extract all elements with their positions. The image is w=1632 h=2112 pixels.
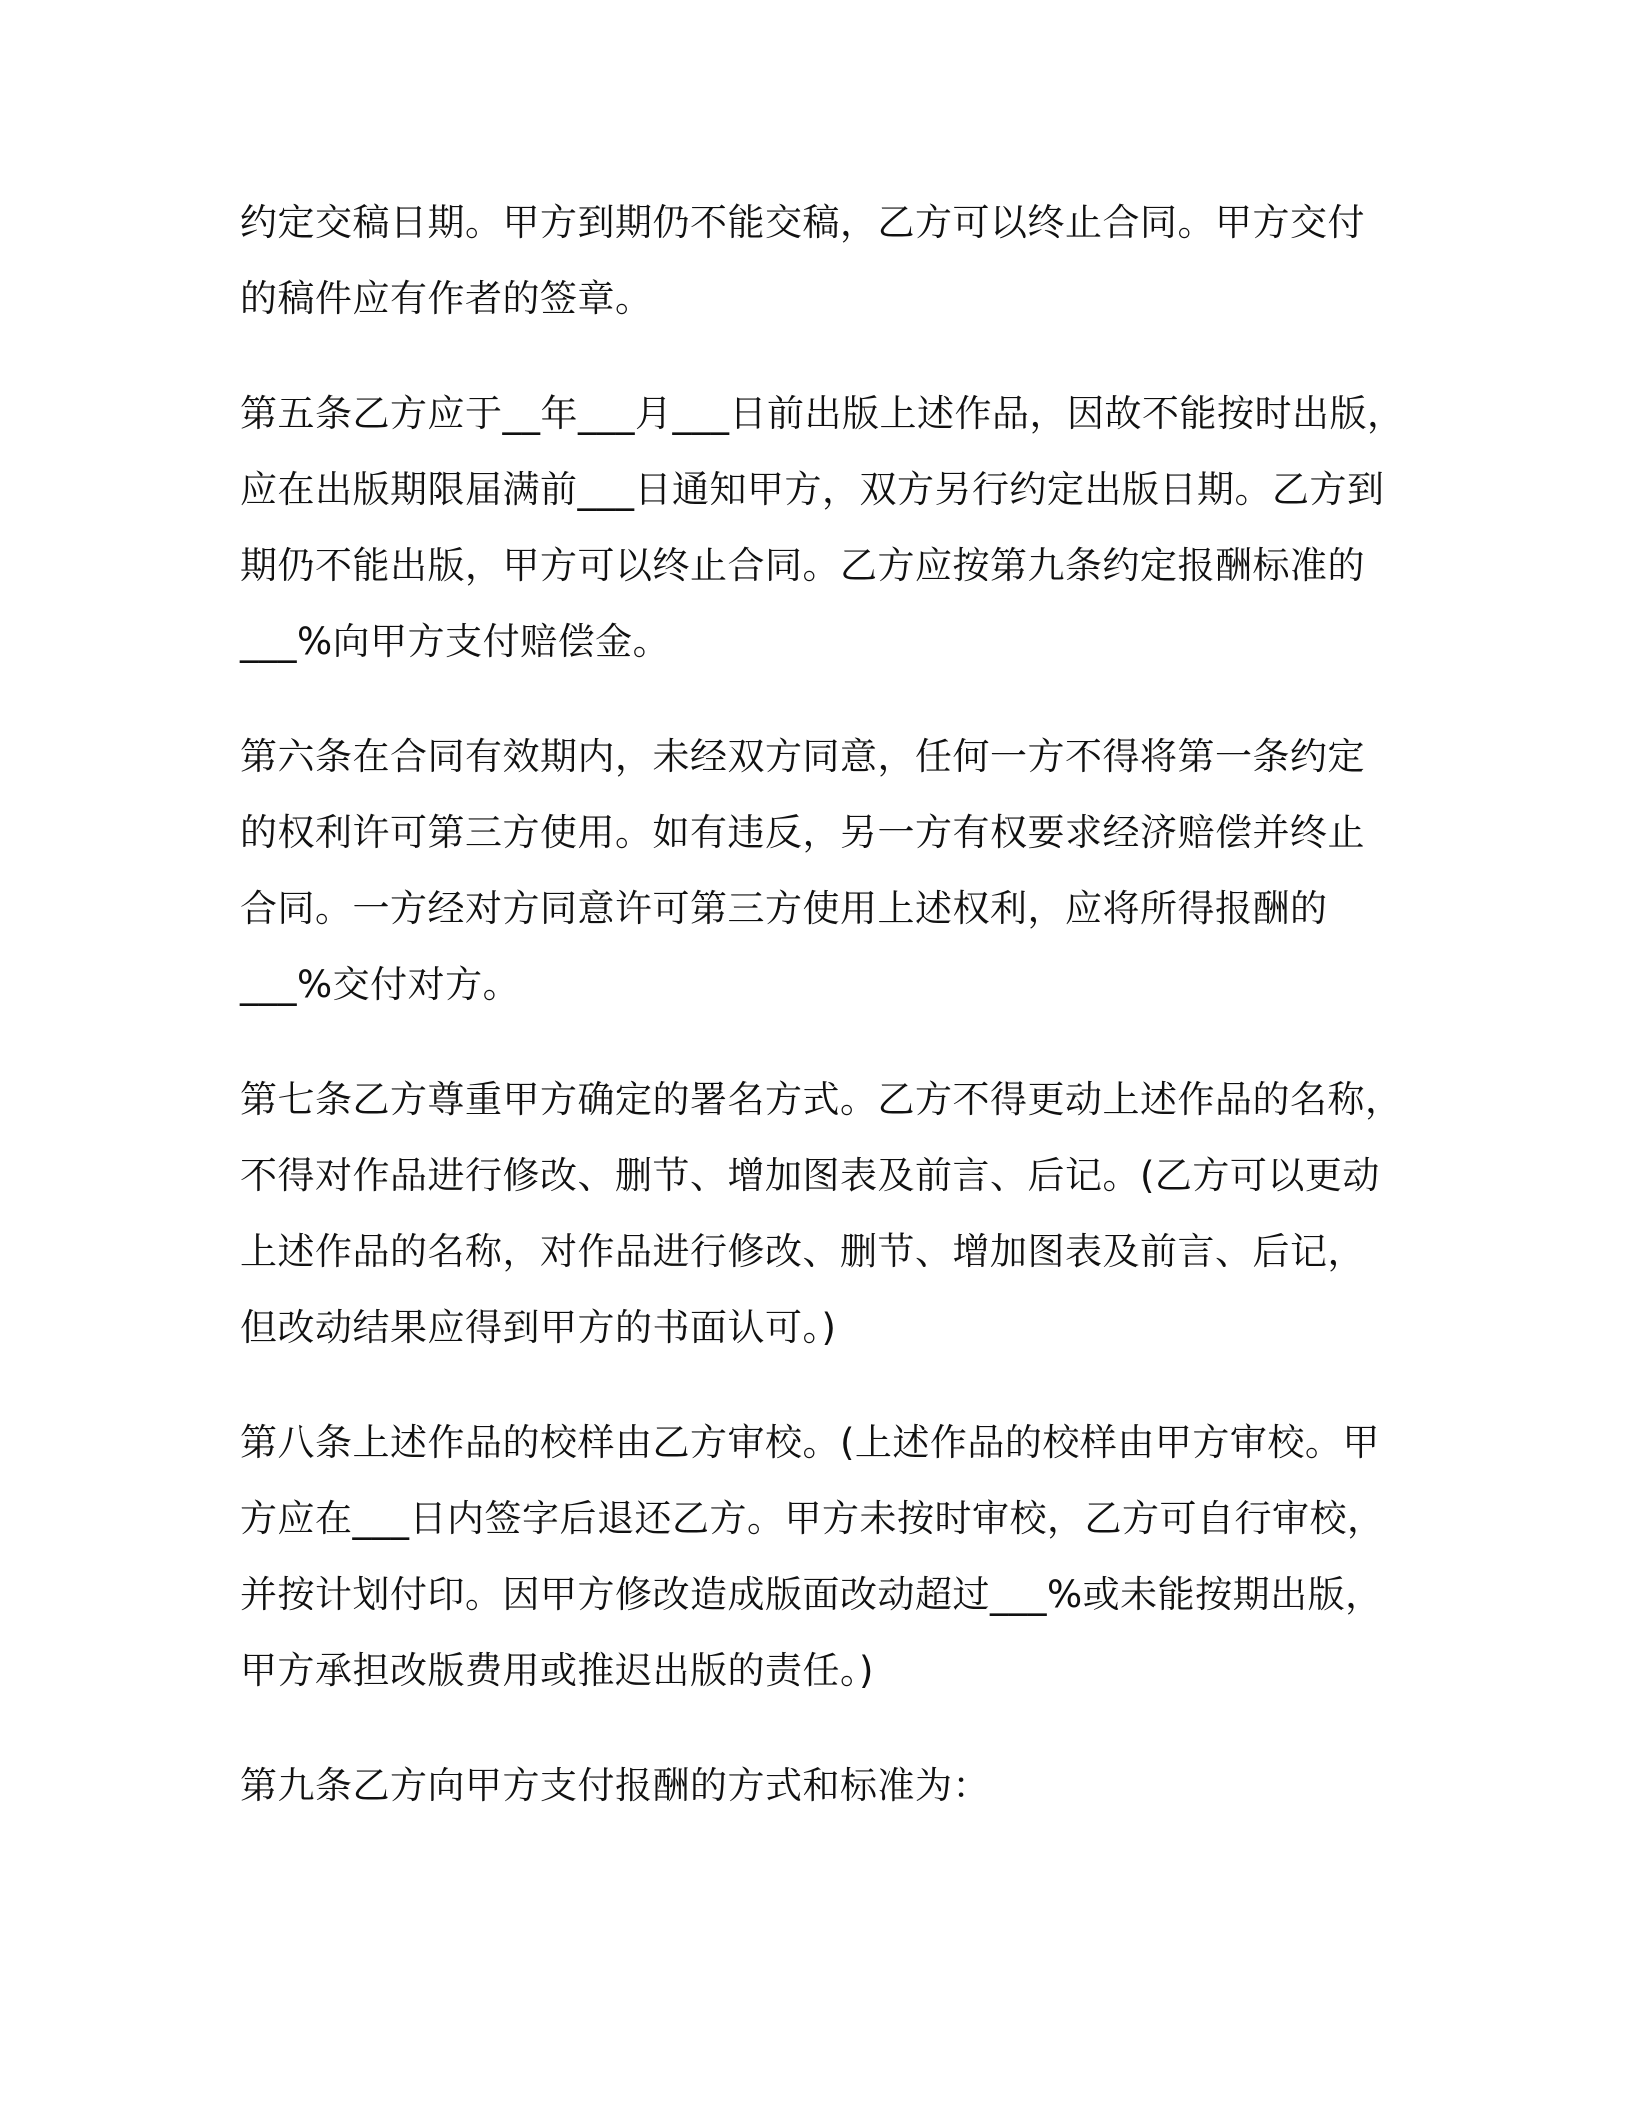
- paragraph-delivery-terms: [240, 185, 1410, 337]
- text-line: 第六条在合同有效期内，未经双方同意，任何一方不得将第一条约定: [240, 735, 1365, 778]
- text-line: 应在出版期限届满前___日通知甲方，双方另行约定出版日期。乙方到: [240, 468, 1385, 511]
- paragraph-article-7: [240, 1062, 1410, 1366]
- text-line: ___%向甲方支付赔偿金。: [240, 620, 671, 663]
- paragraph-article-6: [240, 719, 1410, 1023]
- text-line: 甲方承担改版费用或推迟出版的责任。): [240, 1649, 874, 1692]
- text-line: 合同。一方经对方同意许可第三方使用上述权利，应将所得报酬的: [240, 887, 1328, 930]
- text-line: 第九条乙方向甲方支付报酬的方式和标准为：: [240, 1764, 990, 1807]
- text-line: 的权利许可第三方使用。如有违反，另一方有权要求经济赔偿并终止: [240, 811, 1365, 854]
- text-line: ___%交付对方。: [240, 963, 521, 1006]
- text-line: 期仍不能出版，甲方可以终止合同。乙方应按第九条约定报酬标准的: [240, 544, 1365, 587]
- text-line: 上述作品的名称，对作品进行修改、删节、增加图表及前言、后记，: [240, 1230, 1365, 1273]
- text-line: 不得对作品进行修改、删节、增加图表及前言、后记。(乙方可以更动: [240, 1154, 1380, 1197]
- text-line: 第七条乙方尊重甲方确定的署名方式。乙方不得更动上述作品的名称，: [240, 1078, 1403, 1121]
- text-line: 的稿件应有作者的签章。: [240, 277, 653, 320]
- text-line: 第八条上述作品的校样由乙方审校。(上述作品的校样由甲方审校。甲: [240, 1421, 1380, 1464]
- paragraph-article-5: [240, 376, 1410, 680]
- text-line: 方应在___日内签字后退还乙方。甲方未按时审校，乙方可自行审校，: [240, 1497, 1385, 1540]
- text-line: 但改动结果应得到甲方的书面认可。): [240, 1306, 837, 1349]
- text-line: 并按计划付印。因甲方修改造成版面改动超过___%或未能按期出版，: [240, 1573, 1383, 1616]
- paragraph-article-8: [240, 1405, 1410, 1709]
- contract-text: [240, 185, 1410, 1863]
- text-line: 约定交稿日期。甲方到期仍不能交稿，乙方可以终止合同。甲方交付: [240, 201, 1365, 244]
- paragraph-article-9: [240, 1748, 1410, 1824]
- text-line: 第五条乙方应于__年___月___日前出版上述作品，因故不能按时出版，: [240, 392, 1405, 435]
